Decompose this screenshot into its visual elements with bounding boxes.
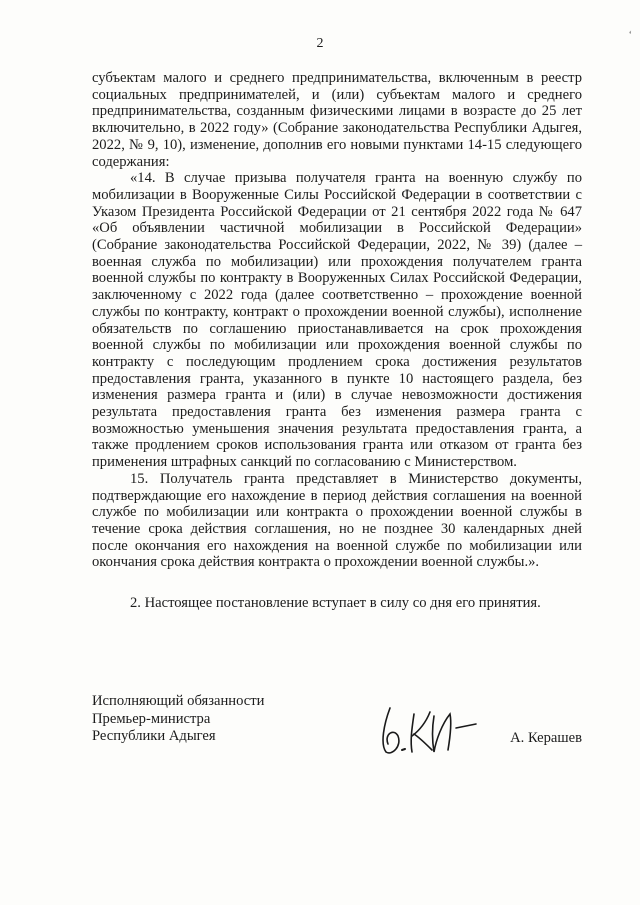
signatory-title xyxy=(92,693,264,746)
paragraph-continuation: субъектам малого и среднего предпринимательства, включенным в реестр социальных предпринимателей, и (или) субъектам малого и среднего предпринимательства, созданным физическими лицами в возрасте до 25 лет включительно, в 2022 году» (Собрание законодательства Республики Адыгея, 2022, № 9, 10), изменение, дополнив его новыми пунктами 14-15 следующего содержания: xyxy=(92,70,582,170)
paragraph-item-15: 15. Получатель гранта представляет в Министерство документы, подтверждающие его нахождение в период действия соглашения на военной службе по мобилизации или контракта о прохождении военной службы в течение срока действия соглашения, но не позднее 30 календарных дней после окончания его нахождения на военной службе по мобилизации или окончания срока действия контракта о прохождении военной службы.». xyxy=(92,470,582,571)
signatory-title-line: Исполняющий обязанности xyxy=(92,693,265,709)
paragraph-effective-date: 2. Настоящее постановление вступает в силу со дня его принятия. xyxy=(130,595,541,612)
paragraph-item-14: «14. В случае призыва получателя гранта на военную службу по мобилизации в Вооруженные Силы Российской Федерации в соответствии с Указом Президента Российской Федерации от 21 сентября 2022 года № 647 «Об объявлении частичной мобилизации в Российской Федерации» (Собрание законодательства Российской Федерации, 2022, № 39) (далее – военная служба по мобилизации) или прохождения получателем гранта военной службы по контракту в Вооруженных Силах Российской Федерации, заключенному с 2022 года (далее соответственно – прохождение военной службы по контракту, контракт о прохождении военной службы), исполнение обязательств по соглашению приостанавливается на срок прохождения военной службы по мобилизации или прохождения военной службы по контракту с последующим продлением срока достижения результатов предоставления гранта, указанного в пункте 10 настоящего раздела, без изменения размера гранта и (или) в случае невозможности достижения результата предоставления гранта без изменения размера гранта с возможностью уменьшения значения результата предоставления гранта, а также продлением сроков использования гранта или отказом от гранта без применения штрафных санкций по согласованию с Министерством. xyxy=(92,170,582,471)
signatory-title-line: Премьер-министра xyxy=(92,710,211,727)
document-body xyxy=(92,70,582,612)
page-number: 2 xyxy=(316,36,324,51)
signatory-title-line: Республики Адыгея xyxy=(92,728,216,744)
corner-mark: ʻ xyxy=(628,30,632,41)
signatory-name: А. Керашев xyxy=(510,730,582,746)
handwritten-signature xyxy=(372,694,482,762)
